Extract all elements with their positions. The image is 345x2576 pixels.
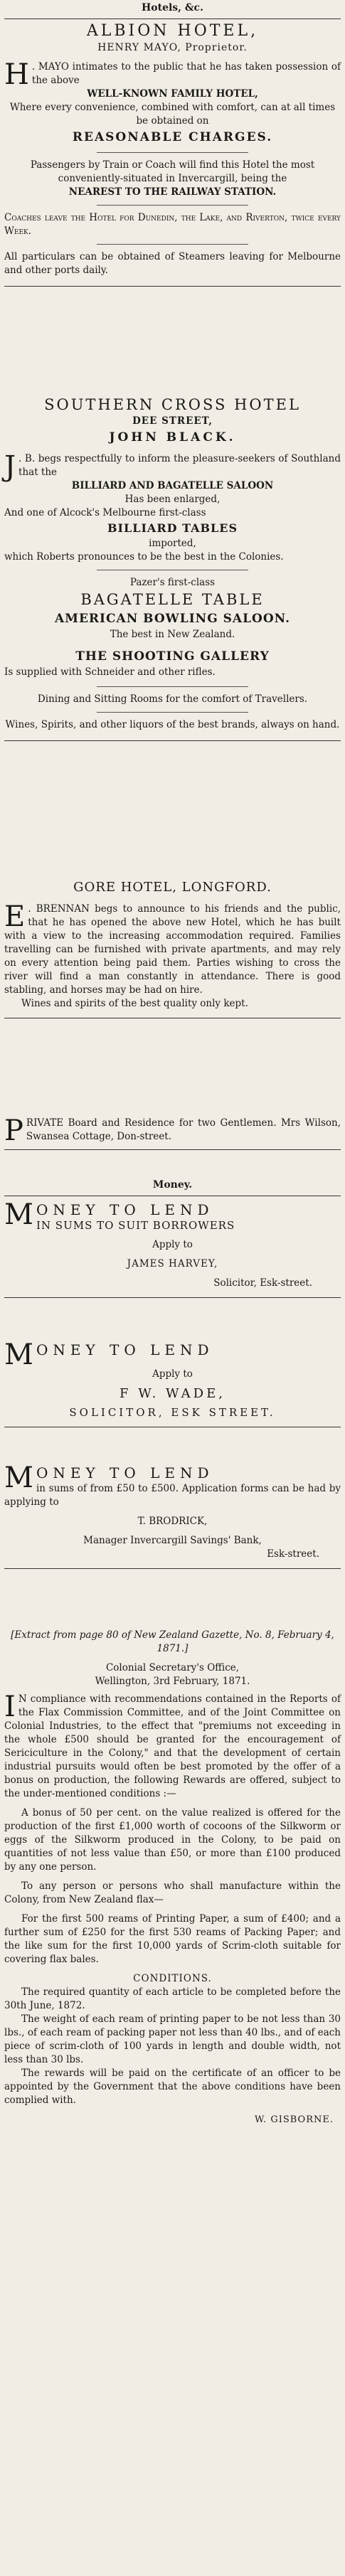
divider xyxy=(97,712,248,713)
wade-name: F W. WADE, xyxy=(120,1386,225,1401)
albion-nearest: NEAREST TO THE RAILWAY STATION. xyxy=(68,186,277,198)
wines-text: Wines, Spirits, and other liquors of the best brands, always on hand. xyxy=(5,719,340,730)
shooting-gallery: THE SHOOTING GALLERY xyxy=(75,649,270,664)
brodrick-sums: in sums of from £50 to £500. Application forms can be had by applying to xyxy=(4,1483,341,1508)
wade-drop-cap: M xyxy=(4,1338,33,1371)
gazette-body3: To any person or persons who shall manufacture within the Colony, from New Zealand flax— xyxy=(4,1880,341,1905)
brodrick-title: ONEY TO LEND xyxy=(36,1464,214,1481)
hotels-heading: Hotels, &c. xyxy=(142,2,203,14)
divider xyxy=(97,244,248,245)
enlarged-text: Has been enlarged, xyxy=(124,494,221,505)
gazette-drop-cap: I xyxy=(4,1691,16,1723)
gore-body: . BRENNAN begs to announce to his friends and the public, that he has opened the above new Hotel, which he has built with a view to the increasing accommodation required. Families travelling can be furnished with private apartments, and may rely on every attention being paid them. Parties wishing to cross the river will find a man constantly in attendance. There is good stabling, and horses may be had on hire. xyxy=(4,903,341,996)
saloon-label: BILLIARD AND BAGATELLE SALOON xyxy=(71,480,274,491)
gazette-cond1: The required quantity of each article to be completed before the 30th June, 1872. xyxy=(4,1986,341,2011)
hotels-section xyxy=(4,0,341,22)
wade-ad xyxy=(4,1338,341,1430)
wade-title: ONEY TO LEND xyxy=(36,1341,214,1358)
albion-body1: Where every convenience, combined with comfort, can at all times be obtained on xyxy=(9,102,336,127)
wade-role: SOLICITOR, ESK STREET. xyxy=(69,1406,276,1419)
albion-intro: . MAYO intimates to the public that he has taken possession of the above xyxy=(31,61,341,86)
divider xyxy=(97,205,248,206)
private-board-ad xyxy=(4,1114,341,1153)
wade-apply: Apply to xyxy=(152,1368,193,1380)
gazette-conditions: CONDITIONS. xyxy=(133,1973,212,1984)
brodrick-street: Esk-street. xyxy=(267,1548,319,1560)
albion-body2: Passengers by Train or Coach will find this Hotel the most conveniently-situated in Invercargill, being the xyxy=(30,159,315,184)
harvey-subtitle: IN SUMS TO SUIT BORROWERS xyxy=(36,1219,235,1232)
shooting-supplied: Is supplied with Schneider and other rifles. xyxy=(4,666,216,678)
gore-drop-cap: E xyxy=(4,900,26,933)
gazette-cond3: The rewards will be paid on the certificate of an officer to be appointed by the Government that the above conditions have been complied with. xyxy=(4,2067,341,2106)
divider xyxy=(4,740,341,741)
gazette-body4: For the first 500 reams of Printing Paper, a sum of £400; and a further sum of £250 for the first 530 reams of Packing Paper; and the like sum for the first 10,000 yards of Scrim-cloth suitable for covering flax bales. xyxy=(4,1913,341,1965)
divider xyxy=(4,1297,341,1298)
roberts-text: which Roberts pronounces to be the best in the Colonies. xyxy=(4,551,284,563)
albion-proprietor: HENRY MAYO, Proprietor. xyxy=(97,42,248,53)
southern-cross-owner: JOHN BLACK. xyxy=(109,430,236,445)
southern-cross-drop-cap: J xyxy=(4,450,16,483)
billiard-tables: BILLIARD TABLES xyxy=(107,521,238,535)
albion-hotel-ad xyxy=(4,21,341,289)
brodrick-role: Manager Invercargill Savings' Bank, xyxy=(83,1535,262,1546)
gazette-body1: N compliance with recommendations contained in the Reports of the Flax Commission Committee, and of the Joint Committee on Colonial Industries, to the effect that "premiums not exceeding in the whole £500 should be granted for the encouragement of Sericiculture in the Colony," and that the development of certain industrial pursuits would often be best promoted by the offer of a bonus on production, the following Rewards are offered, subject to the under-mentioned conditions :— xyxy=(4,1693,341,1799)
divider xyxy=(97,686,248,687)
southern-cross-intro: . B. begs respectfully to inform the pleasure-seekers of Southland that the xyxy=(18,453,341,478)
brodrick-drop-cap: M xyxy=(4,1462,33,1494)
divider xyxy=(4,286,341,287)
gazette-notice xyxy=(4,1629,341,2127)
gore-wines: Wines and spirits of the best quality only kept. xyxy=(21,998,248,1009)
private-body: RIVATE Board and Residence for two Gentlemen. Mrs Wilson, Swansea Cottage, Don-street. xyxy=(26,1117,341,1142)
gore-title: GORE HOTEL, LONGFORD. xyxy=(73,880,272,895)
brodrick-ad xyxy=(4,1464,341,1572)
imported-text: imported, xyxy=(149,538,196,549)
gazette-extract: [Extract from page 80 of New Zealand Gazette, No. 8, February 4, 1871.] xyxy=(11,1629,334,1654)
gazette-body2: A bonus of 50 per cent. on the value realized is offered for the production of the first £1,000 worth of cocoons of the Silkworm or eggs of the Silkworm produced in the Colony, to be paid on quantities of not less value than £50, or more than £100 produced by any one person. xyxy=(4,1807,341,1873)
bowling-saloon: AMERICAN BOWLING SALOON. xyxy=(54,612,291,626)
divider xyxy=(4,1568,341,1569)
pazer-text: Pazer's first-class xyxy=(129,577,216,588)
alcock-text: And one of Alcock's Melbourne first-class xyxy=(4,507,206,518)
albion-drop-cap: H xyxy=(4,58,29,91)
albion-charges: REASONABLE CHARGES. xyxy=(72,130,273,144)
harvey-drop-cap: M xyxy=(4,1198,33,1231)
dining-text: Dining and Sitting Rooms for the comfort of Travellers. xyxy=(37,693,308,705)
southern-cross-ad xyxy=(4,395,341,744)
harvey-apply: Apply to xyxy=(152,1239,193,1250)
gazette-office: Colonial Secretary's Office, xyxy=(105,1662,240,1673)
southern-cross-street: DEE STREET, xyxy=(132,415,213,427)
money-heading: Money. xyxy=(152,1179,193,1191)
divider xyxy=(4,18,341,19)
best-nz: The best in New Zealand. xyxy=(110,629,235,640)
money-section xyxy=(4,1177,341,1199)
albion-steamers: All particulars can be obtained of Steamers leaving for Melbourne and other ports daily. xyxy=(4,251,341,276)
albion-coaches: Coaches leave the Hotel for Dunedin, the Lake, and Riverton, twice every Week. xyxy=(4,212,341,237)
gore-hotel-ad xyxy=(4,878,341,1021)
southern-cross-title: SOUTHERN CROSS HOTEL xyxy=(44,396,301,413)
gazette-cond2: The weight of each ream of printing paper to be not less than 30 lbs., of each ream of packing paper not less than 40 lbs., and of each piece of scrim-cloth of 100 yards in length and double width, not less than 30 lbs. xyxy=(4,2013,341,2065)
brodrick-name: T. BRODRICK, xyxy=(137,1516,208,1527)
divider xyxy=(4,1149,341,1150)
gazette-date: Wellington, 3rd February, 1871. xyxy=(95,1676,250,1687)
harvey-role: Solicitor, Esk-street. xyxy=(213,1277,312,1289)
albion-subtitle: WELL-KNOWN FAMILY HOTEL, xyxy=(87,88,258,100)
albion-title: ALBION HOTEL, xyxy=(86,22,259,40)
harvey-ad xyxy=(4,1198,341,1301)
divider xyxy=(97,152,248,153)
harvey-name: JAMES HARVEY, xyxy=(127,1258,218,1270)
gazette-signature: W. GISBORNE. xyxy=(254,2114,334,2125)
bagatelle-table: BAGATELLE TABLE xyxy=(80,591,265,608)
private-drop-cap: P xyxy=(4,1114,23,1147)
harvey-title: ONEY TO LEND xyxy=(36,1201,214,1218)
